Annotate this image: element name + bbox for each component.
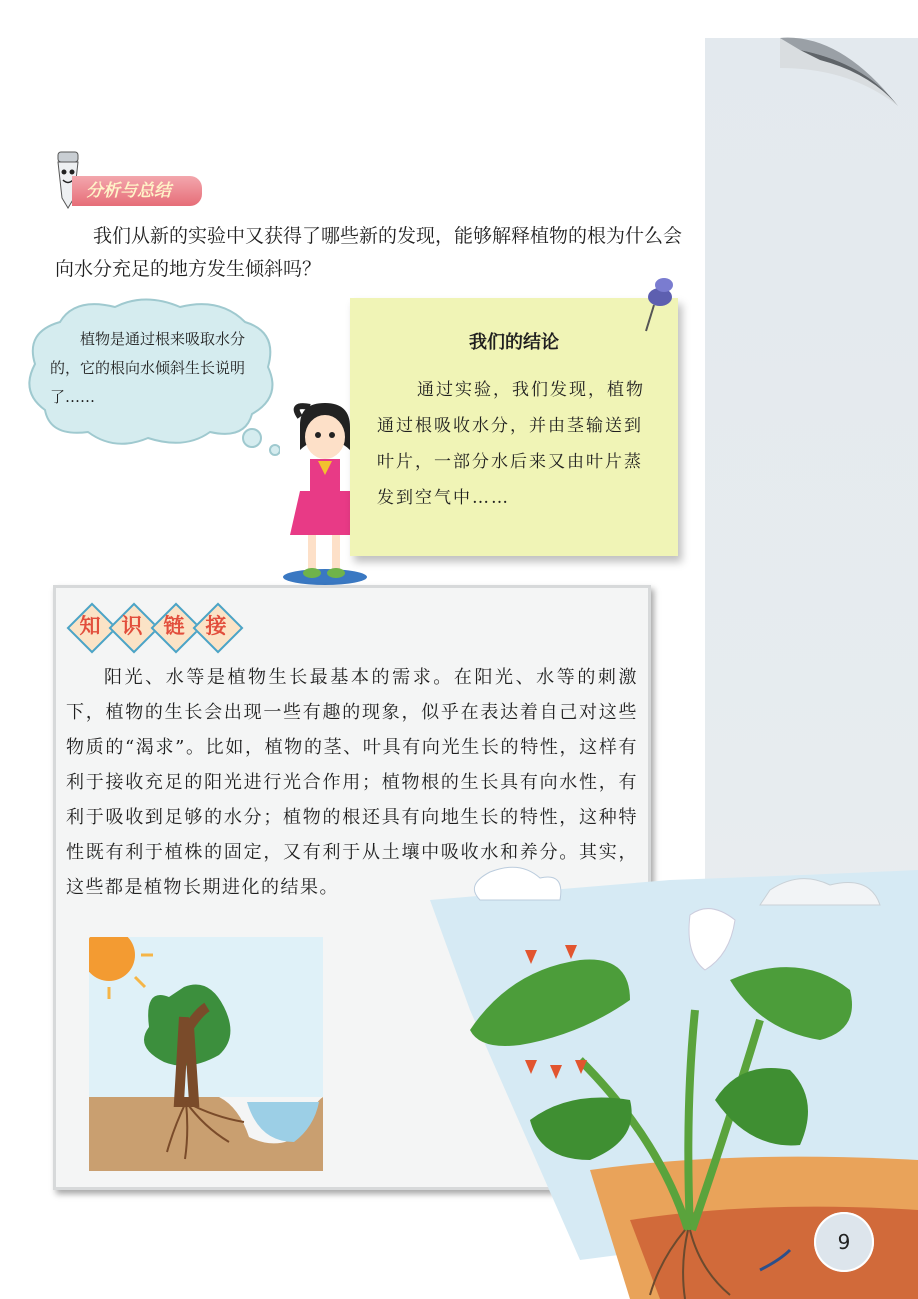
conclusion-body: 通过实验，我们发现，植物通过根吸收水分，并由茎输送到叶片，一部分水后来又由叶片蒸发到空气中…… [377,380,645,508]
section-tag-analysis-summary: 分析与总结 [72,176,202,206]
tag-char: 链 [163,614,185,638]
tag-char: 接 [205,614,227,638]
question-paragraph: 我们从新的实验中又获得了哪些新的发现，能够解释植物的根为什么会向水分充足的地方发生倾斜吗？ [55,225,683,280]
tag-char: 知 [79,614,101,638]
push-pin-icon [640,275,676,335]
tag-char: 识 [121,614,143,638]
page-curl-decoration [780,28,900,108]
conclusion-title: 我们的结论 [469,332,559,353]
knowledge-link-body: 阳光、水等是植物生长最基本的需求。在阳光、水等的刺激下，植物的生长会出现一些有趣的现象，似乎在表达着自己对这些物质的“渴求”。比如，植物的茎、叶具有向光生长的特性，这样有利于接收充足的阳光进行光合作用；植物根的生长具有向水性，有利于吸收到足够的水分；植物的根还具有向地生长的特性，这种特性既有利于植株的固定，又有利于从土壤中吸收水和养分。其实，这些都是植物长期进化的结果。 [66,667,638,898]
page-number: 9 [837,1230,851,1254]
thought-bubble-text: 植物是通过根来吸取水分的，它的根向水倾斜生长说明了…… [50,330,246,406]
tree-near-water-illustration [89,937,323,1171]
